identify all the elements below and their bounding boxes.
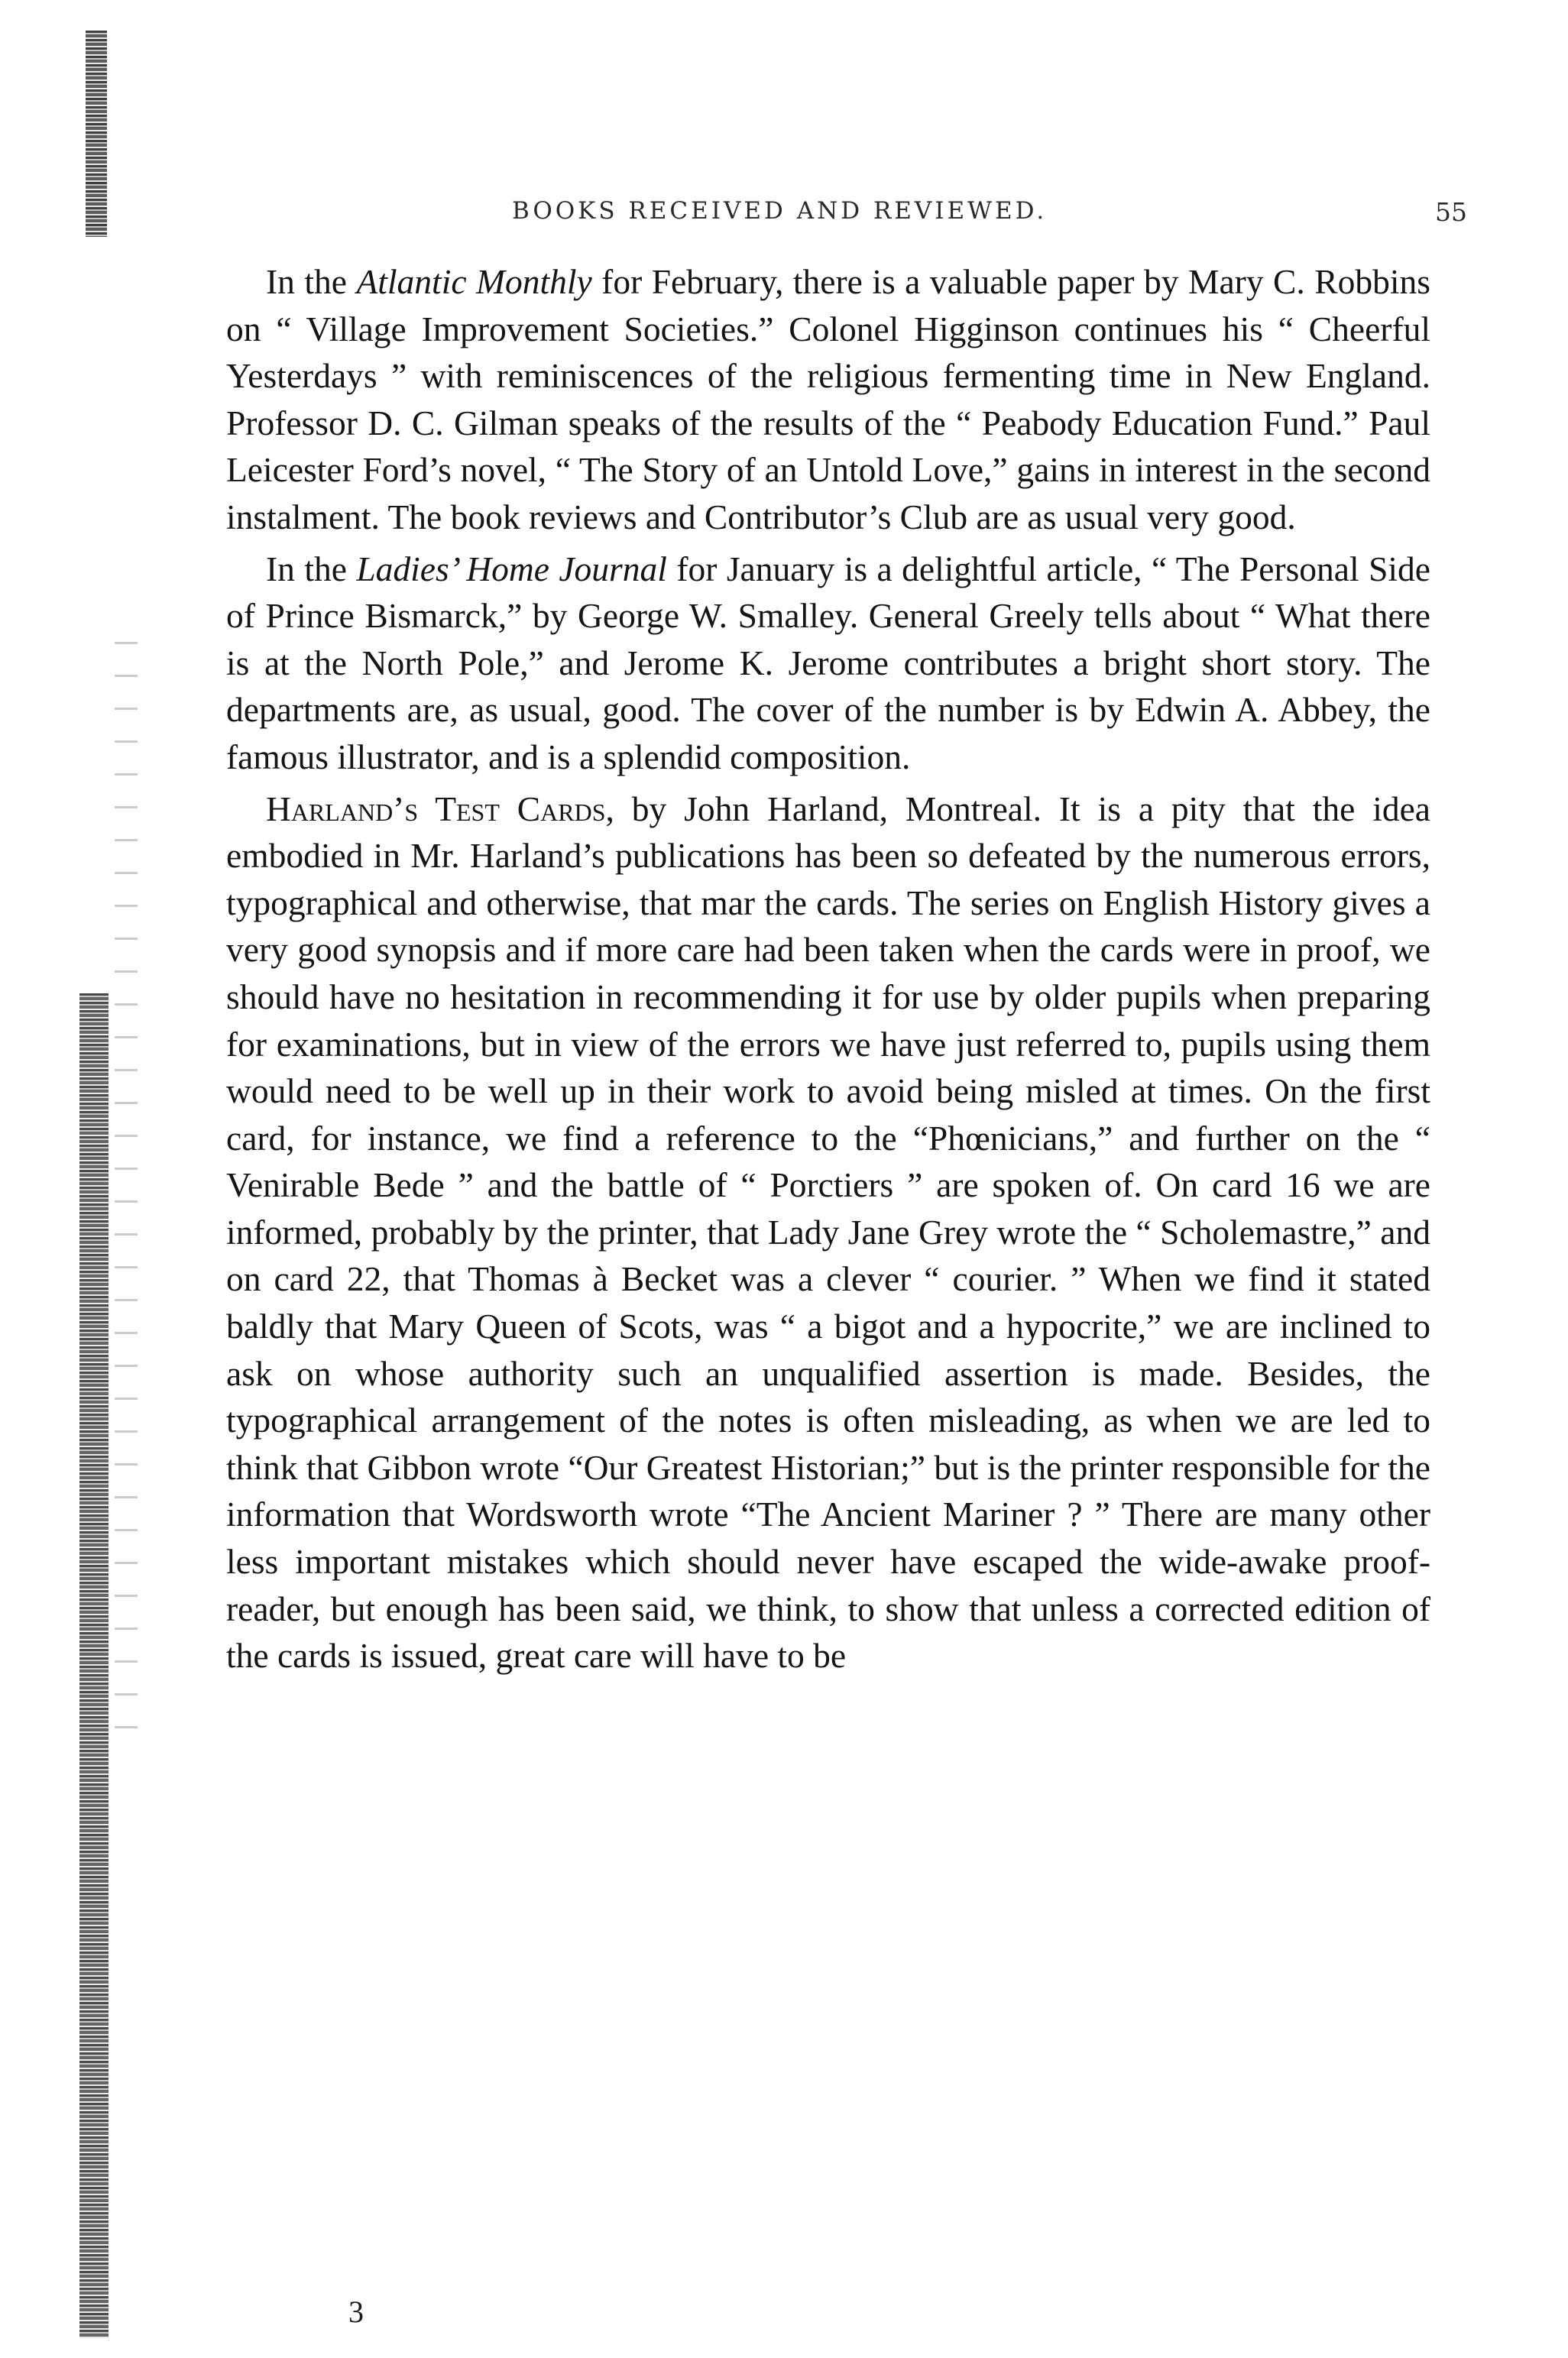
paragraph-lead: In the [266,549,357,588]
article-body [226,258,1430,1679]
signature-mark: 3 [348,2295,364,2329]
page-number: 55 [1435,197,1467,227]
running-title: BOOKS RECEIVED AND REVIEWED. [512,197,1048,225]
periodical-title: Atlantic Monthly [356,262,592,301]
binding-edge-upper [86,31,107,237]
paragraph-text: for January is a delightful article, “ The Personal Side of Prince Bismarck,” by George W. Smalley. General Greely tells about “ What there is at the North Pole,” and Jerome K. Jerome contributes a bright short story. The departments are, as usual, good. The cover of the number is by Edwin A. Abbey, the famous illustrator, and is a splendid composition. [226,549,1430,776]
book-title: Harland’s Test Cards [266,789,606,828]
binding-edge-lower [79,993,109,2338]
running-head [382,197,1467,240]
paragraph-ladies-home-journal [226,546,1430,781]
periodical-title: Ladies’ Home Journal [356,549,667,588]
paragraph-atlantic-monthly [226,258,1430,541]
paragraph-text: for February, there is a valuable paper by Mary C. Robbins on “ Village Improvement Societies.” Colonel Higginson continues his “ Cheerful Yesterdays ” with reminiscences of the religious fermenting time in New England. Professor D. C. Gilman speaks of the results of the “ Peabody Education Fund.” Paul Leicester Ford’s novel, “ The Story of an Untold Love,” gains in interest in the second instalment. The book reviews and Contributor’s Club are as usual very good. [226,262,1430,536]
binding-specks [115,611,138,1757]
paragraph-text: , by John Harland, Montreal. It is a pity that the idea embodied in Mr. Harland’s publications has been so defeated by the numerous errors, typographical and otherwise, that mar the cards. The series on English History gives a very good synopsis and if more care had been taken when the cards were in proof, we should have no hesitation in recommending it for use by older pupils when preparing for examinations, but in view of the errors we have just referred to, pupils using them would need to be well up in their work to avoid being misled at times. On the first card, for instance, we find a reference to the “Phœnicians,” and further on the “ Venirable Bede ” and the battle of “ Porctiers ” are spoken of. On card 16 we are informed, probably by the printer, that Lady Jane Grey wrote the “ Scholemastre,” and on card 22, that Thomas à Becket was a clever “ courier. ” When we find it stated baldly that Mary Queen of Scots, was “ a bigot and a hypocrite,” we are inclined to ask on whose authority such an unqualified assertion is made. Besides, the typographical arrangement of the notes is often misleading, as when we are led to think that Gibbon wrote “Our Greatest Historian;” but is the printer responsible for the information that Wordsworth wrote “The Ancient Mariner ? ” There are many other less important mistakes which should never have escaped the wide-awake proof-reader, but enough has been said, we think, to show that unless a corrected edition of the cards is issued, great care will have to be [226,789,1430,1676]
paragraph-harlands-test-cards [226,785,1430,1679]
paragraph-lead: In the [266,262,357,301]
